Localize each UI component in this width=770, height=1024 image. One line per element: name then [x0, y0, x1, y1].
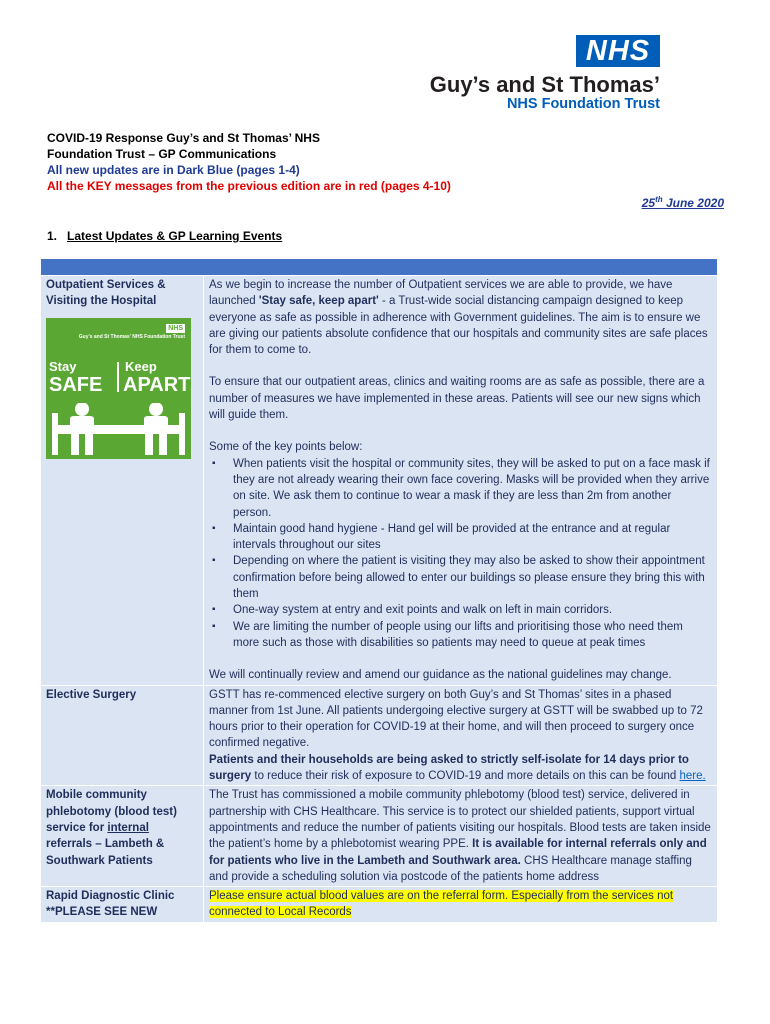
outpatient-label: Outpatient Services & Visiting the Hospital: [46, 279, 166, 308]
document-heading: [47, 130, 451, 194]
date-suffix: th: [655, 195, 663, 204]
row-body: [204, 276, 718, 686]
mobile-label-internal: internal: [107, 821, 149, 834]
table-header-cell: [41, 259, 718, 276]
list-item: ▪ When patients visit the hospital or community sites, they will be asked to put on a face mask if they are not already wearing their own face covering. Masks will be provided when they arrive on site. We ask them to continue to wear a mask if they are less than 2m from another person.: [233, 456, 712, 521]
key-points-list: [209, 456, 712, 652]
referral-notice: It is available for internal referrals only and for patients who live in the Lambeth and Southwark area.: [209, 838, 707, 867]
section-number: 1.: [47, 229, 58, 243]
poster-divider: [117, 362, 119, 392]
bench-people-icon: [46, 403, 191, 459]
row-body: [204, 887, 718, 923]
section-heading: [47, 229, 282, 243]
poster-keep: Keep: [125, 358, 157, 374]
text-span: CHS Healthcare manage staffing and provide a scheduling solution via postcode of the patients home address: [209, 854, 692, 883]
row-label: [41, 786, 204, 887]
text-span: The Trust has commissioned a mobile community phlebotomy (blood test) service, delivered in partnership with CHS Healthcare. This service is to protect our shielded patients, support virtual appointments and reduce the number of patients visiting our hospitals. Blood tests are taken inside the patient’s home by a phlebotomist wearing PPE.: [209, 789, 711, 851]
table-row: [41, 276, 718, 686]
campaign-name: 'Stay safe, keep apart': [258, 295, 379, 308]
outpatient-paragraph-3: Some of the key points below:: [209, 441, 363, 454]
mobile-paragraph: [209, 787, 712, 885]
text-span: As we begin to increase the number of Outpatient services we are able to provide, we have launched: [209, 279, 673, 308]
poster-nhs-logo: NHS: [168, 324, 183, 332]
row-label: [41, 685, 204, 786]
table-header-row: [41, 259, 718, 276]
heading-line-1: COVID-19 Response Guy’s and St Thomas’ NHS: [47, 131, 320, 145]
section-title: Latest Updates & GP Learning Events: [67, 229, 283, 243]
list-item: ▪ We are limiting the number of people using our lifts and prioritising those who need them more such as those with disabilities so patients may need to queue at peak times: [233, 619, 712, 652]
date-rest: June 2020: [662, 196, 724, 210]
outpatient-paragraph-1: [209, 277, 712, 358]
red-note: All the KEY messages from the previous edition are in red (pages 4-10): [47, 179, 451, 193]
heading-line-2: Foundation Trust – GP Communications: [47, 147, 277, 161]
date-day: 25: [641, 196, 656, 210]
elective-label: Elective Surgery: [46, 688, 137, 701]
rapid-paragraph: [209, 888, 712, 921]
outpatient-paragraph-4: We will continually review and amend our guidance as the national guidelines may change.: [209, 669, 672, 682]
document-date: [642, 195, 724, 210]
here-link[interactable]: here.: [679, 770, 706, 783]
list-item: ▪ Depending on where the patient is visiting they may also be asked to show their appointment confirmation before being allowed to enter our buildings so please ensure they bring this with them: [233, 553, 712, 602]
elective-paragraph-1: GSTT has re-commenced elective surgery on both Guy’s and St Thomas’ sites in a phased manner from 1st June. All patients undergoing elective surgery at GSTT will be swabbed up to 72 hours prior to their operation for COVID-19 at their home, and will then proceed to surgery once confirmed negative.: [209, 688, 703, 750]
mobile-label-rest: referrals – Lambeth & Southwark Patients: [46, 838, 165, 867]
row-label: [41, 276, 204, 686]
elective-paragraph-2: [209, 752, 712, 785]
blue-note: All new updates are in Dark Blue (pages 1-4): [47, 163, 300, 177]
row-body: [204, 685, 718, 786]
poster-apart: APART: [123, 373, 191, 396]
list-item: ▪ One-way system at entry and exit points and walk on left in main corridors.: [233, 602, 712, 618]
row-label: [41, 887, 204, 923]
list-item: ▪ Maintain good hand hygiene - Hand gel will be provided at the entrance and at regular intervals throughout our sites: [233, 521, 712, 554]
trust-subtitle: NHS Foundation Trust: [506, 96, 660, 112]
poster-stay: Stay: [49, 358, 77, 374]
poster-safe: SAFE: [49, 373, 103, 396]
table-row: [41, 887, 718, 923]
text-span: - a Trust-wide social distancing campaign designed to keep everyone as safe as possible in adherence with Government guidelines. The aim is to ensure we are giving our patients absolute confidence that our hospitals and community sites are safe places for them to come to.: [209, 295, 708, 357]
mobile-label: Mobile community phlebotomy (blood test) service for: [46, 789, 177, 834]
outpatient-paragraph-2: To ensure that our outpatient areas, clinics and waiting rooms are as safe as possible, there are a number of measures we have implemented in these areas. Patients will see our new signs which will guide them.: [209, 376, 705, 422]
table-row: [41, 786, 718, 887]
highlighted-text: Please ensure actual blood values are on the referral form. Especially from the services not connected to Local Records: [209, 890, 674, 919]
row-body: [204, 786, 718, 887]
poster-trust-name: Guy’s and St Thomas’ NHS Foundation Trust: [78, 333, 185, 340]
text-span: to reduce their risk of exposure to COVID-19 and more details on this can be found: [251, 770, 680, 783]
updates-table: [40, 258, 718, 923]
trust-name: Guy’s and St Thomas’: [429, 72, 660, 97]
table-row: [41, 685, 718, 786]
nhs-logo: NHS: [576, 35, 660, 67]
isolation-notice: Patients and their households are being asked to strictly self-isolate for 14 days prior to surgery: [209, 753, 689, 783]
stay-safe-poster: [46, 318, 191, 459]
rapid-label: Rapid Diagnostic Clinic **PLEASE SEE NEW: [46, 890, 175, 919]
